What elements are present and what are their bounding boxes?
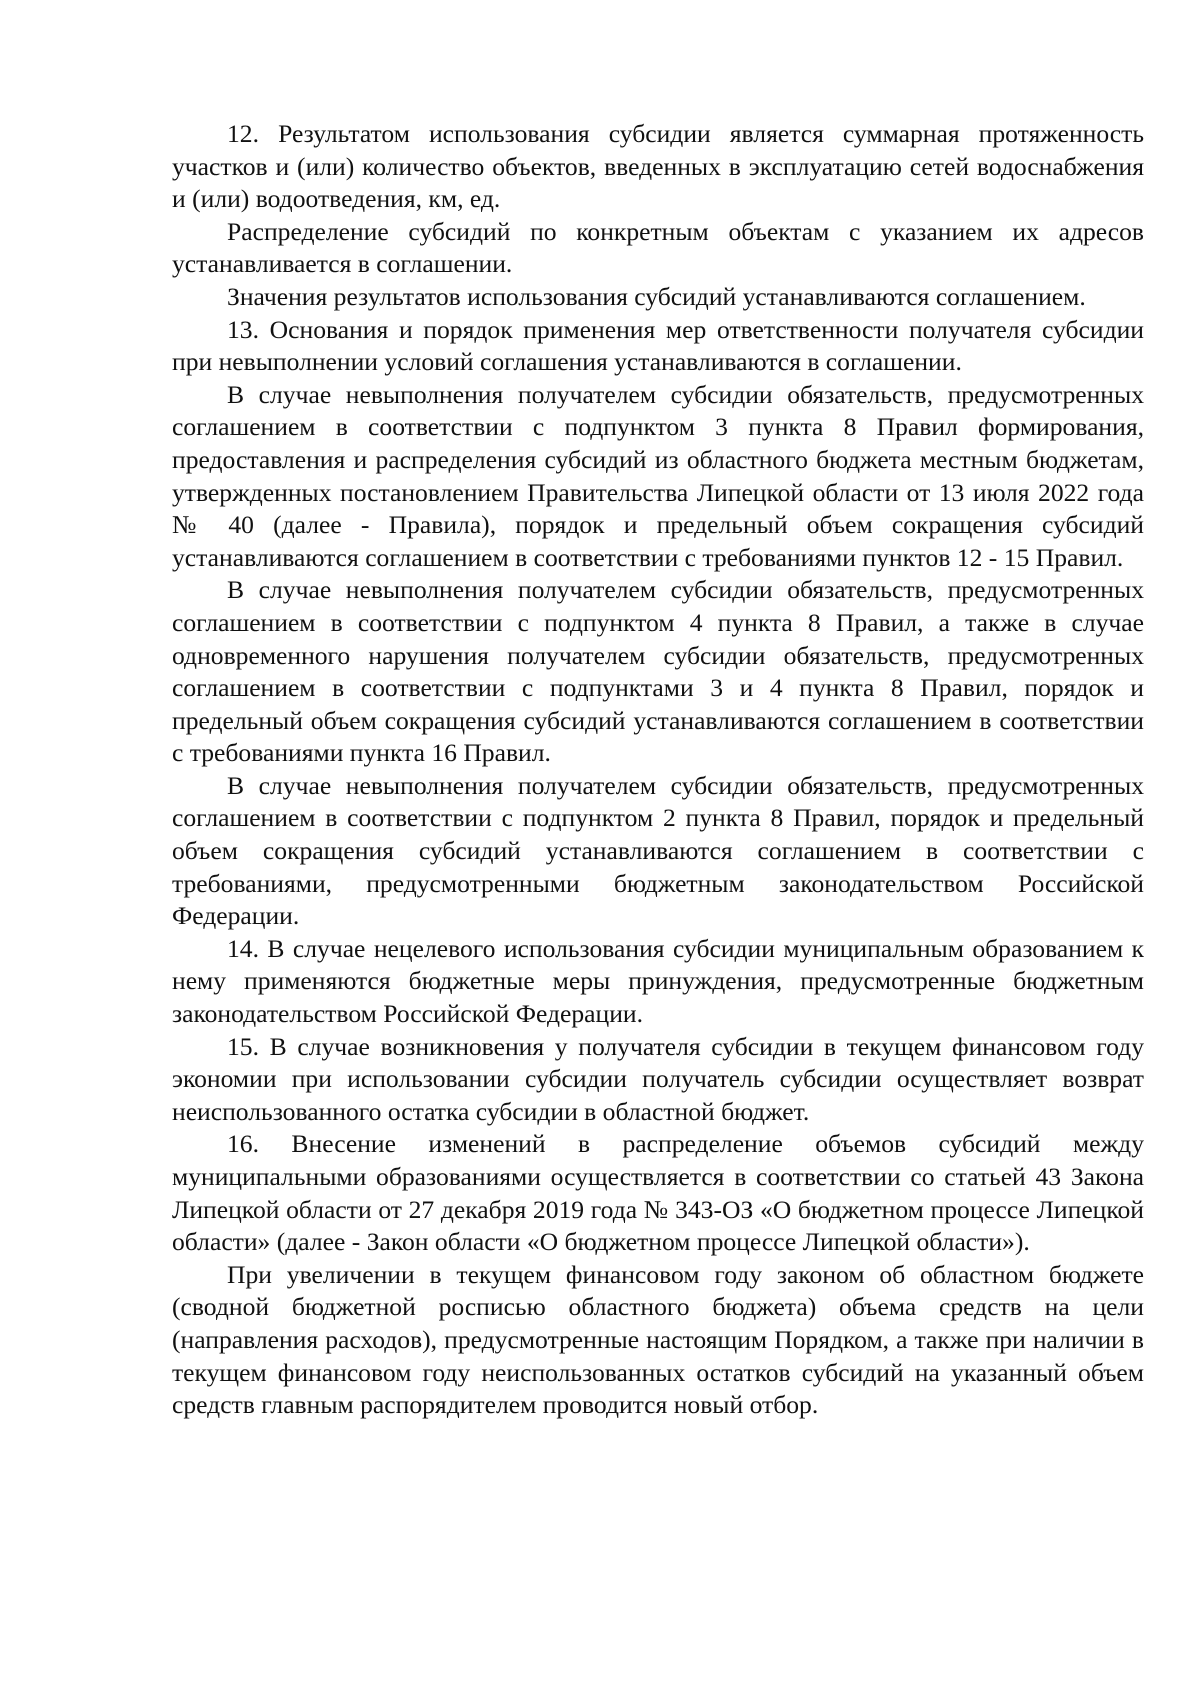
paragraph-result-values: Значения результатов использования субсидий устанавливаются соглашением.: [227, 281, 1086, 311]
paragraph-12-result: 12. Результатом использования субсидии является суммарная протяженность участков и (или) количество объектов, введенных в эксплуатацию сетей водоснабжения и (или) водоотведения, км, ед.: [172, 119, 1144, 214]
paragraph-distribution: Распределение субсидий по конкретным объектам с указанием их адресов устанавливается в соглашении.: [172, 216, 1144, 279]
paragraph-14-misuse: 14. В случае нецелевого использования субсидии муниципальным образованием к нему применяются бюджетные меры принуждения, предусмотренные бюджетным законодательством Российской Федерации.: [172, 933, 1144, 1029]
paragraph-15-refund: 15. В случае возникновения у получателя субсидии в текущем финансовом году экономии при использовании субсидии получатель субсидии осуществляет возврат неиспользованного остатка субсидии в областной бюджет.: [172, 1031, 1144, 1126]
paragraph-new-selection: При увеличении в текущем финансовом году законом об областном бюджете (сводной бюджетной росписью областного бюджета) объема средств на цели (направления расходов), предусмотренные настоящим Порядком, а также при наличии в текущем финансовом году неиспользованных остатков субсидий на указанный объем средств главным распорядителем проводится новый отбор.: [172, 1259, 1144, 1420]
paragraph-16-changes: 16. Внесение изменений в распределение объемов субсидий между муниципальными образованиями осуществляется в соответствии со статьей 43 Закона Липецкой области от 27 декабря 2019 года № 343-ОЗ «О бюджетном процессе Липецкой области» (далее - Закон области «О бюджетном процессе Липецкой области»).: [172, 1129, 1144, 1257]
paragraph-non-fulfillment-3: В случае невыполнения получателем субсидии обязательств, предусмотренных соглашением в соответствии с подпунктом 3 пункта 8 Правил формирования, предоставления и распределения субсидий из областного бюджета местным бюджетам, утвержденных постановлением Правительства Липецкой области от 13 июля 2022 года № 40 (далее - Правила), порядок и предельный объем сокращения субсидий устанавливаются соглашением в соответствии с требованиями пунктов 12 - 15 Правил.: [172, 379, 1144, 572]
paragraph-13-responsibility: 13. Основания и порядок применения мер ответственности получателя субсидии при невыполнении условий соглашения устанавливаются в соглашении.: [172, 314, 1144, 377]
paragraph-non-fulfillment-2: В случае невыполнения получателем субсидии обязательств, предусмотренных соглашением в соответствии с подпунктом 2 пункта 8 Правил, порядок и предельный объем сокращения субсидий устанавливаются соглашением в соответствии с требованиями, предусмотренными бюджетным законодательством Российской Федерации.: [172, 770, 1144, 931]
paragraph-non-fulfillment-4: В случае невыполнения получателем субсидии обязательств, предусмотренных соглашением в соответствии с подпунктом 4 пункта 8 Правил, а также в случае одновременного нарушения получателем субсидии обязательств, предусмотренных соглашением в соответствии с подпунктами 3 и 4 пункта 8 Правил, порядок и предельный объем сокращения субсидий устанавливаются соглашением в соответствии с требованиями пункта 16 Правил.: [172, 575, 1144, 768]
document-page: [172, 118, 1144, 1422]
